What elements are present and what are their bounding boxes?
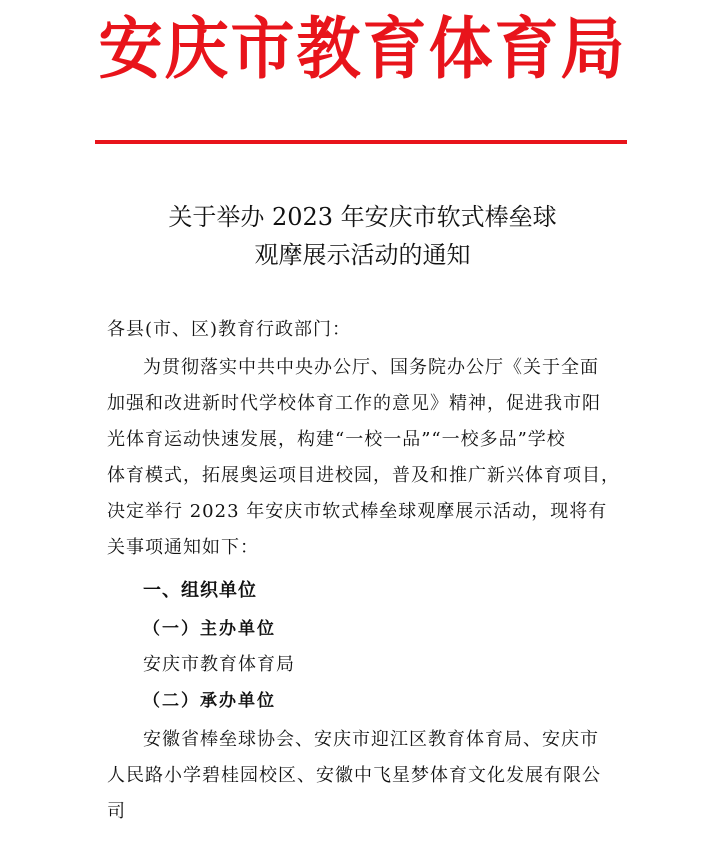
subsection-heading-host: （一）主办单位 — [143, 619, 276, 639]
intro-paragraph — [107, 350, 619, 566]
intro-line: 加强和改进新时代学校体育工作的意见》精神，促进我市阳 — [107, 393, 601, 414]
notice-title-line-2: 观摩展示活动的通知 — [254, 241, 471, 269]
organizer-line: 安徽省棒垒球协会、安庆市迎江区教育体育局、安庆市 — [143, 729, 599, 750]
subsection-heading-organizer: （二）承办单位 — [143, 691, 276, 711]
intro-line: 体育模式，拓展奥运项目进校园，普及和推广新兴体育项目， — [107, 465, 620, 486]
intro-line: 关事项通知如下： — [107, 537, 259, 558]
intro-line: 为贯彻落实中共中央办公厅、国务院办公厅《关于全面 — [143, 357, 599, 378]
intro-line: 决定举行 2023 年安庆市软式棒垒球观摩展示活动，现将有 — [107, 501, 608, 522]
organizer-line: 司 — [107, 801, 126, 822]
masthead-org-name: 安庆市教育体育局 — [98, 11, 627, 89]
host-unit-text: 安庆市教育体育局 — [143, 654, 295, 675]
notice-title-line-1: 关于举办 2023 年安庆市软式棒垒球 — [168, 203, 557, 231]
organizer-paragraph — [107, 722, 619, 830]
organizer-line: 人民路小学碧桂园校区、安徽中飞星梦体育文化发展有限公 — [107, 765, 601, 786]
masthead-red-rule — [95, 140, 627, 144]
section-heading-organizers: 一、组织单位 — [143, 580, 257, 601]
salutation: 各县(市、区)教育行政部门： — [107, 319, 352, 340]
intro-line: 光体育运动快速发展，构建“一校一品”“一校多品”学校 — [107, 429, 566, 450]
